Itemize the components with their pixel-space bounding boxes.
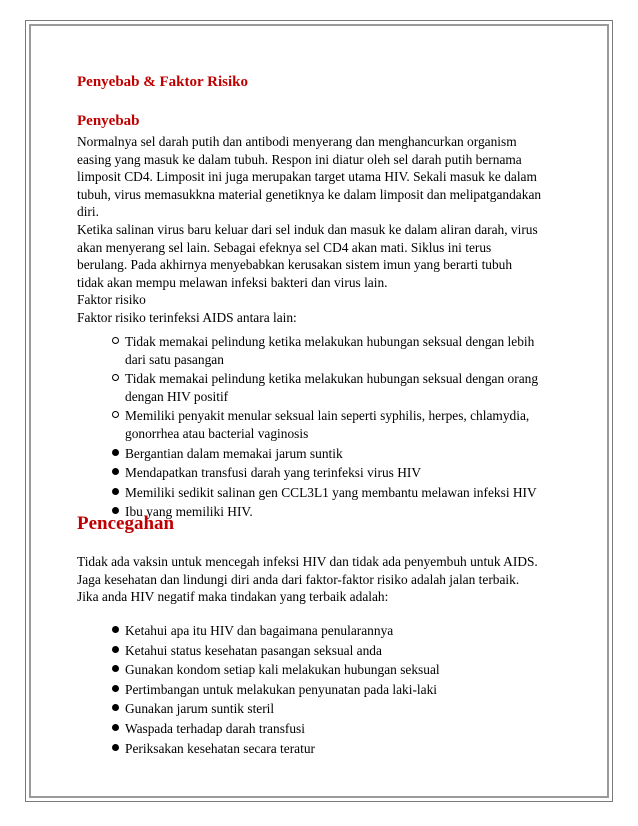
bullet-icon — [112, 488, 119, 495]
text-line: dengan HIV positif — [125, 388, 229, 404]
pencegahan-paragraph — [77, 553, 577, 606]
list-item — [101, 484, 571, 502]
list-item — [101, 622, 571, 640]
list-item — [101, 370, 571, 405]
text-line: Tidak memakai pelindung ketika melakukan hubungan seksual dengan lebih — [125, 334, 535, 349]
text-line: Normalnya sel darah putih dan antibodi menyerang dan menghancurkan organism — [77, 134, 517, 149]
heading-pencegahan: Pencegahan — [77, 513, 175, 534]
bullet-icon — [112, 468, 119, 475]
text-line: Bergantian dalam memakai jarum suntik — [125, 445, 343, 461]
tindakan-list — [101, 622, 571, 759]
bullet-icon — [112, 374, 119, 381]
text-line: akan menyerang sel lain. Sebagai efeknya sel CD4 akan mati. Siklus ini terus — [77, 239, 492, 255]
list-item — [101, 720, 571, 738]
text-line: Tidak memakai pelindung ketika melakukan hubungan seksual dengan orang — [125, 371, 539, 387]
text-line: Periksakan kesehatan secara teratur — [125, 740, 315, 756]
bullet-icon — [112, 744, 119, 751]
bullet-icon — [112, 665, 119, 672]
text-line: tubuh, virus memasukkna material genetiknya ke dalam limposit dan melipatgandakan — [77, 186, 542, 202]
text-line: Waspada terhadap darah transfusi — [125, 720, 305, 736]
text-line: easing yang masuk ke dalam tubuh. Respon ini diatur oleh sel darah putih bernama — [77, 151, 522, 167]
bullet-icon — [112, 646, 119, 653]
list-item — [101, 445, 571, 463]
bullet-icon — [112, 449, 119, 456]
text-line: Faktor risiko — [77, 292, 146, 308]
bullet-icon — [112, 337, 119, 344]
faktor-risiko-list — [101, 333, 571, 523]
text-line: dari satu pasangan — [125, 351, 224, 367]
text-line: Ketahui apa itu HIV dan bagaimana penularannya — [125, 623, 394, 638]
text-line: gonorrhea atau bacterial vaginosis — [125, 425, 309, 441]
text-line: Memiliki penyakit menular seksual lain seperti syphilis, herpes, chlamydia, — [125, 408, 530, 424]
heading-penyebab-faktor-risiko: Penyebab & Faktor Risiko — [77, 74, 248, 90]
bullet-icon — [112, 626, 119, 633]
text-line: Gunakan jarum suntik steril — [125, 701, 275, 717]
list-item — [101, 681, 571, 699]
penyebab-paragraph — [77, 133, 577, 327]
text-line: diri. — [77, 204, 99, 220]
text-line: tidak akan mempu melawan infeksi bakteri dan virus lain. — [77, 274, 388, 290]
text-line: Ibu yang memiliki HIV. — [125, 504, 253, 520]
list-item — [101, 661, 571, 679]
text-line: Jika anda HIV negatif maka tindakan yang terbaik adalah: — [77, 589, 389, 605]
bullet-icon — [112, 411, 119, 418]
list-item — [101, 464, 571, 482]
text-line: Ketahui status kesehatan pasangan seksual anda — [125, 642, 382, 658]
bullet-icon — [112, 685, 119, 692]
bullet-icon — [112, 704, 119, 711]
list-item — [101, 700, 571, 718]
text-line: Ketika salinan virus baru keluar dari sel induk dan masuk ke dalam aliran darah, virus — [77, 221, 538, 237]
text-line: Faktor risiko terinfeksi AIDS antara lain: — [77, 309, 297, 325]
text-line: Pertimbangan untuk melakukan penyunatan pada laki-laki — [125, 681, 437, 697]
list-item — [101, 740, 571, 758]
list-item — [101, 642, 571, 660]
text-line: Tidak ada vaksin untuk mencegah infeksi HIV dan tidak ada penyembuh untuk AIDS. — [77, 554, 538, 569]
list-item — [101, 407, 571, 442]
text-line: Jaga kesehatan dan lindungi diri anda dari faktor-faktor risiko adalah jalan terbaik. — [77, 571, 520, 587]
text-line: Memiliki sedikit salinan gen CCL3L1 yang membantu melawan infeksi HIV — [125, 484, 537, 500]
bullet-icon — [112, 724, 119, 731]
text-line: Gunakan kondom setiap kali melakukan hubungan seksual — [125, 662, 440, 678]
list-item — [101, 333, 571, 368]
text-line: Mendapatkan transfusi darah yang terinfeksi virus HIV — [125, 465, 421, 481]
text-line: limposit CD4. Limposit ini juga merupakan target utama HIV. Sekali masuk ke dalam — [77, 169, 537, 185]
heading-penyebab: Penyebab — [77, 113, 140, 129]
text-line: berulang. Pada akhirnya menyebabkan kerusakan sistem imun yang berarti tubuh — [77, 257, 513, 273]
